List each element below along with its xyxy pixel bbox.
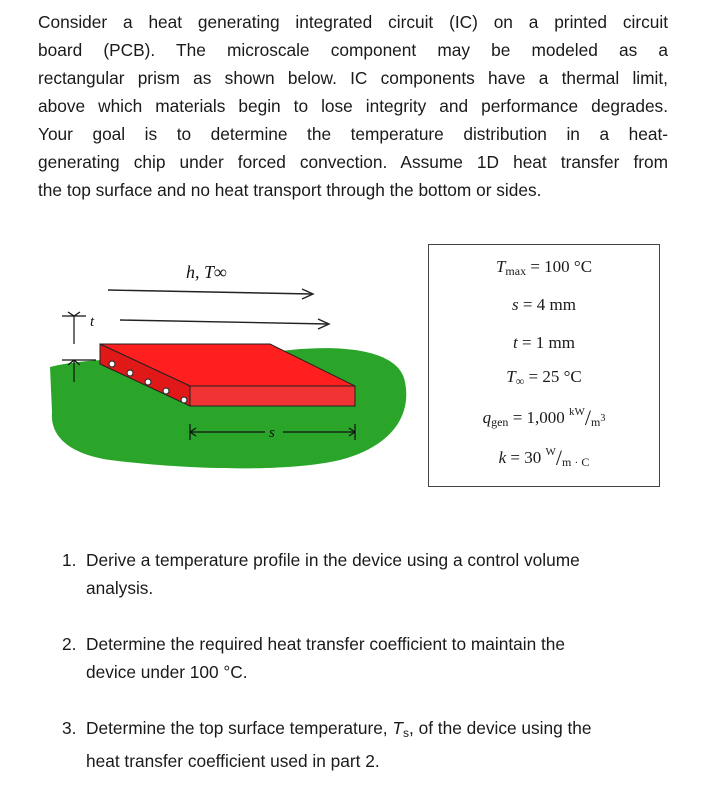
- param-k: k = 30 $^W/_{m \cdot C}$: [498, 445, 590, 470]
- param-t: t = 1 mm: [512, 333, 576, 352]
- question-text: Determine the required heat transfer coefficient to maintain the: [86, 634, 566, 654]
- intro-line: the top surface and no heat transport through the bottom or sides.: [38, 180, 542, 200]
- thickness-label: t: [90, 314, 95, 330]
- intro-line: above which materials begin to lose integrity and performance degrades.: [38, 96, 668, 116]
- question-text: device under 100 °C.: [86, 662, 248, 682]
- thickness-dim-tick: [62, 312, 86, 316]
- intro-line: Consider a heat generating integrated circuit (IC) on a printed circuit: [38, 12, 668, 32]
- question-number: 1.: [62, 550, 77, 570]
- question-list: [62, 546, 672, 803]
- question-text: heat transfer coefficient used in part 2.: [86, 751, 380, 771]
- param-s: s = 4 mm: [512, 295, 576, 314]
- param-tinf: $T_\infty = 25$ °C: [506, 367, 582, 388]
- param-tmax: $T_{max} = 100$ °C: [495, 257, 593, 278]
- length-label: s: [269, 425, 275, 441]
- parameters-box: [428, 244, 660, 487]
- problem-statement: [38, 8, 668, 204]
- chip-front-face: [190, 386, 355, 406]
- param-qgen: $q_{gen} = 1,000$ $^{kW}/_m^3$: [482, 405, 606, 430]
- flow-label: h, T∞: [186, 262, 227, 282]
- intro-line: rectangular prism as shown below. IC components have a thermal limit,: [38, 68, 668, 88]
- ic-diagram: [40, 232, 420, 482]
- question-text: Derive a temperature profile in the device using a control volume: [86, 550, 580, 570]
- question-number: 2.: [62, 634, 77, 654]
- question-text: Determine the top surface temperature, $T_s$, of the device using the: [86, 718, 592, 740]
- ic-diagram-svg: [40, 232, 420, 482]
- question-text: analysis.: [86, 578, 154, 598]
- flow-arrow-icon: [108, 290, 312, 294]
- intro-line: generating chip under forced convection. Assume 1D heat transfer from: [38, 152, 668, 172]
- flow-arrow-icon: [120, 320, 328, 324]
- intro-line: board (PCB). The microscale component may be modeled as a: [38, 40, 668, 60]
- question-item: [62, 546, 672, 602]
- question-item: [62, 714, 672, 775]
- question-item: [62, 630, 672, 686]
- intro-line: Your goal is to determine the temperature distribution in a heat-: [38, 124, 668, 144]
- question-number: 3.: [62, 718, 77, 738]
